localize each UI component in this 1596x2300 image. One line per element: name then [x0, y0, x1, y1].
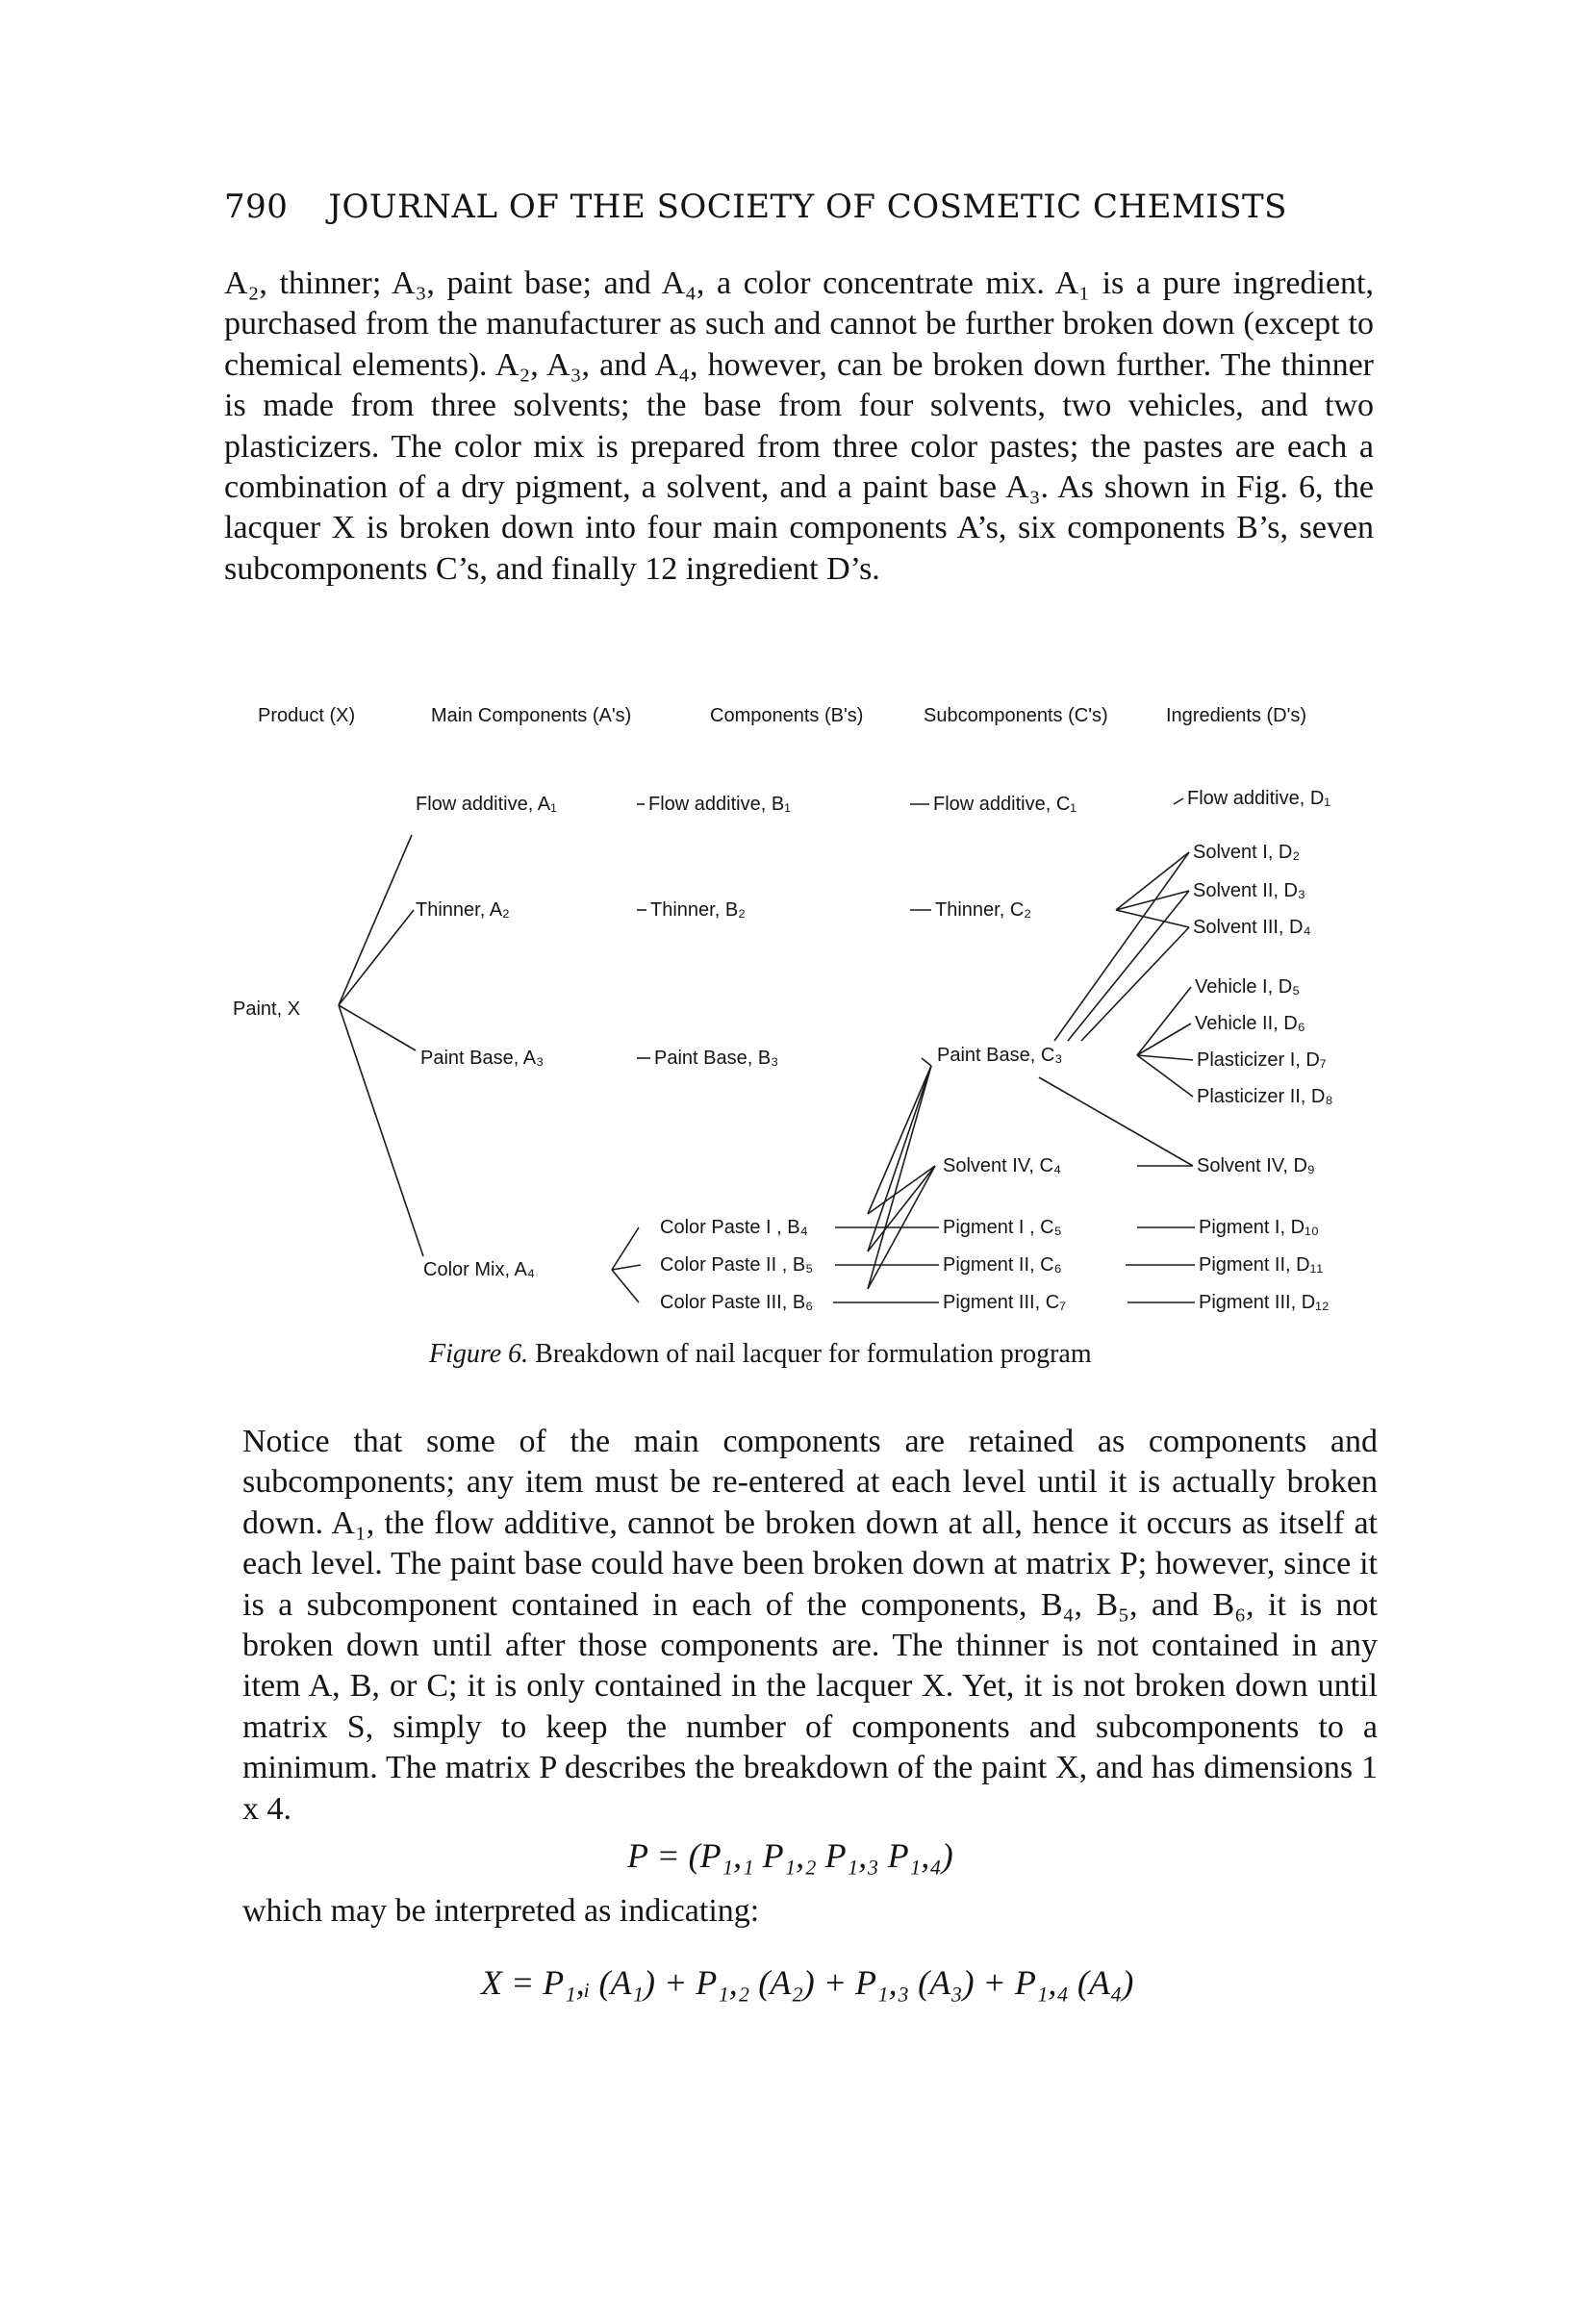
- node-d1: Flow additive, D₁: [1187, 788, 1331, 809]
- header-ingredients: Ingredients (D's): [1166, 705, 1307, 726]
- edge-b5-c4: [868, 1166, 935, 1251]
- node-b4: Color Paste I , B₄: [660, 1217, 808, 1238]
- caption-text: Breakdown of nail lacquer for formulation program: [528, 1339, 1092, 1369]
- paragraph-text: Notice that some of the main components are retained as components and subcomponents; any item must be re-entered at each level until it is actually broken down. A₁, the flow additive, cannot be broken down at all, hence it occurs as itself at each level. The paint base could have been broken down at matrix P; however, since it is a subcomponent contained in each of the components, B₄, B₅, and B₆, it is not broken down until after those components are. The thinner is not contained in any item A, B, or C; it is only contained in the lacquer X. Yet, it is not broken down until matrix S, simply to keep the number of components and subcomponents to a minimum. The matrix P describes the breakdown of the paint X, and has dimensions 1 x 4.: [242, 1424, 1378, 1827]
- header-components: Components (B's): [710, 705, 864, 726]
- edge-c3-d2: [1054, 852, 1189, 1041]
- node-c7: Pigment III, C₇: [943, 1292, 1067, 1313]
- equation-intro-text: which may be interpreted as indicating:: [242, 1893, 760, 1929]
- node-d4: Solvent III, D₄: [1193, 917, 1311, 938]
- node-b2: Thinner, B₂: [650, 899, 746, 921]
- node-d6: Vehicle II, D₆: [1195, 1013, 1305, 1034]
- journal-title: JOURNAL OF THE SOCIETY OF COSMETIC CHEMISTS: [328, 188, 1287, 226]
- edge-a4-b6: [612, 1270, 639, 1302]
- edge-c3-d6: [1137, 1024, 1191, 1055]
- paragraph-text: A₂, thinner; A₃, paint base; and A₄, a color concentrate mix. A₁ is a pure ingredient, purchased from the manufacturer as such and cannot be further broken down (except to chemical elements). A₂, A₃, and A₄, however, can be broken down further. The thinner is made from three solvents; the base from four solvents, two vehicles, and two plasticizers. The color mix is prepared from three color pastes; the pastes are each a combination of a dry pigment, a solvent, and a paint base A₃. As shown in Fig. 6, the lacquer X is broken down into four main components A’s, six components B’s, seven subcomponents C’s, and finally 12 ingredient D’s.: [224, 265, 1374, 587]
- node-c5: Pigment I , C₅: [943, 1217, 1062, 1238]
- node-b3: Paint Base, B₃: [654, 1048, 779, 1069]
- node-d3: Solvent II, D₃: [1193, 880, 1306, 901]
- node-d2: Solvent I, D₂: [1193, 842, 1301, 863]
- edge-x-a4: [339, 1005, 423, 1256]
- caption-label: Figure 6.: [429, 1339, 529, 1369]
- body-paragraph-2: [242, 1422, 1378, 1830]
- edge-x-a1: [339, 835, 412, 1005]
- edge-c3-d4: [1081, 927, 1189, 1041]
- edge-b6-c3: [868, 1066, 931, 1289]
- node-d9: Solvent IV, D₉: [1197, 1155, 1315, 1176]
- edge-c2-d4: [1116, 910, 1189, 927]
- edge-a4-b5: [612, 1265, 641, 1270]
- node-c3: Paint Base, C₃: [937, 1045, 1063, 1066]
- edge-c3-d9: [1039, 1077, 1193, 1166]
- edge-x-a2: [339, 910, 414, 1005]
- header-subcomponents: Subcomponents (C's): [924, 705, 1108, 726]
- node-d10: Pigment I, D₁₀: [1199, 1217, 1320, 1238]
- node-b6: Color Paste III, B₆: [660, 1292, 814, 1313]
- node-c4: Solvent IV, C₄: [943, 1155, 1062, 1176]
- node-c1: Flow additive, C₁: [933, 794, 1077, 815]
- figure-caption: [429, 1339, 1092, 1370]
- node-c6: Pigment II, C₆: [943, 1254, 1062, 1276]
- node-c2: Thinner, C₂: [935, 899, 1032, 921]
- edge-a4-b4: [612, 1227, 639, 1270]
- node-b5: Color Paste II , B₅: [660, 1254, 814, 1276]
- node-a1: Flow additive, A₁: [416, 794, 557, 815]
- edge-c1-d1: [1174, 798, 1183, 804]
- node-d8: Plasticizer II, D₈: [1197, 1086, 1333, 1107]
- node-a4: Color Mix, A₄: [423, 1259, 535, 1280]
- node-product-x: Paint, X: [233, 998, 301, 1020]
- node-d11: Pigment II, D₁₁: [1199, 1254, 1324, 1276]
- equation-matrix-p: P = (P₁,₁ P₁,₂ P₁,₃ P₁,₄): [627, 1836, 953, 1875]
- node-a3: Paint Base, A₃: [420, 1048, 545, 1069]
- edge-b3-c3: [922, 1058, 931, 1066]
- edge-b5-c3: [868, 1066, 931, 1251]
- node-d12: Pigment III, D₁₂: [1199, 1292, 1330, 1313]
- edge-c2-d2: [1116, 852, 1189, 910]
- equation-x-expansion: X = P₁,ᵢ (A₁) + P₁,₂ (A₂) + P₁,₃ (A₃) + P₁,₄ (A₄): [481, 1963, 1134, 2002]
- edge-x-a3: [339, 1005, 416, 1050]
- edge-c3-d7: [1137, 1055, 1193, 1060]
- node-d5: Vehicle I, D₅: [1195, 976, 1301, 998]
- header-product: Product (X): [258, 705, 356, 726]
- node-d7: Plasticizer I, D₇: [1197, 1049, 1327, 1071]
- page-number: 790: [224, 188, 289, 226]
- header-main-components: Main Components (A's): [431, 705, 632, 726]
- edge-c3-d5: [1137, 987, 1191, 1055]
- edge-c3-d8: [1137, 1055, 1193, 1097]
- node-a2: Thinner, A₂: [416, 899, 510, 921]
- node-b1: Flow additive, B₁: [648, 794, 791, 815]
